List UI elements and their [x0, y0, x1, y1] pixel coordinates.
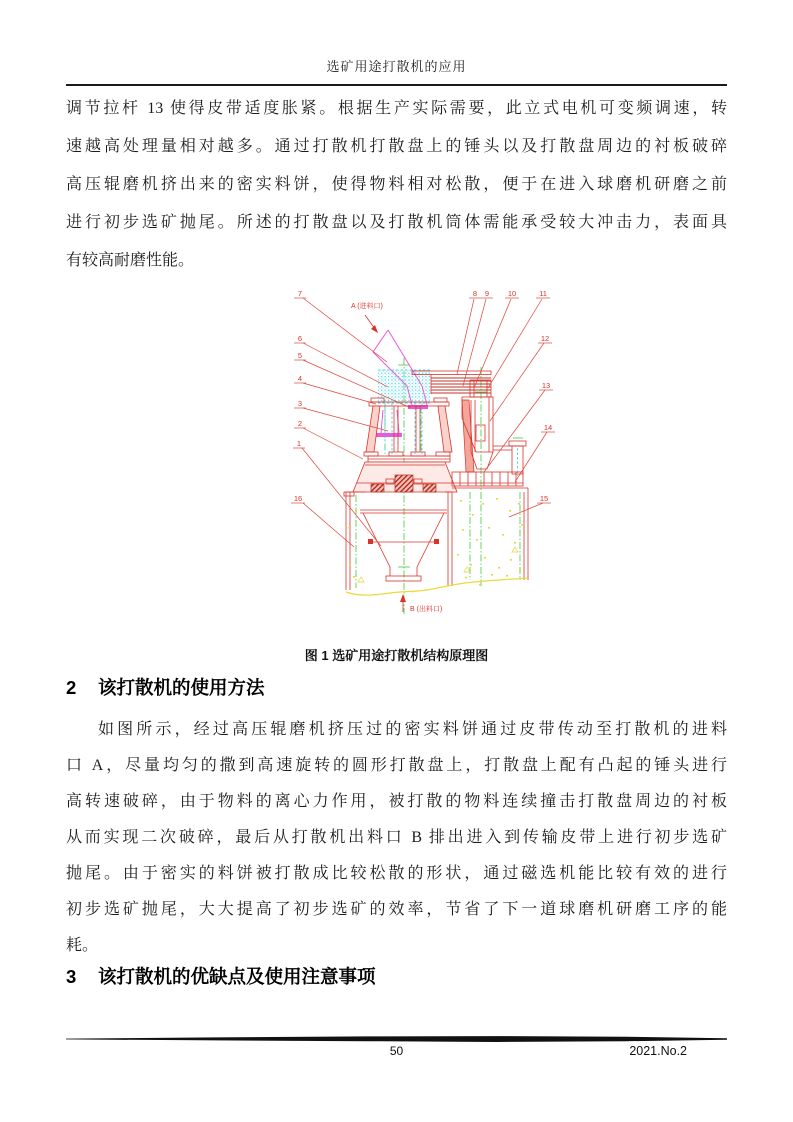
outlet-arrow-icon	[400, 594, 406, 602]
paragraph-line: 从而实现二次破碎，最后从打散机出料口 B 排出进入到传输皮带上进行初步选矿	[66, 829, 727, 846]
paragraph-line: 如图所示，经过高压辊磨机挤压过的密实料饼通过皮带传动至打散机的进料	[98, 721, 727, 738]
figure-caption: 图 1 选矿用途打散机结构原理图	[304, 648, 489, 663]
callout-label: 10	[507, 289, 517, 298]
feed-inlet-marker	[351, 301, 383, 333]
paragraph-line: 调节拉杆 13 使得皮带适度胀紧。根据生产实际需要，此立式电机可变频调速，转	[66, 100, 727, 117]
callout-label: 12	[540, 334, 550, 343]
paragraph-1	[66, 90, 727, 280]
scatter-disc-body	[353, 462, 457, 492]
paragraph-line: 高压辊磨机挤出来的密实料饼，使得物料相对松散，便于在进入球磨机研磨之前	[66, 176, 727, 193]
outlet-label: B (出料口)	[410, 606, 443, 613]
section-number: 3	[66, 966, 77, 987]
section-number: 2	[66, 677, 77, 698]
callout-label: 16	[293, 494, 303, 503]
paragraph-line: 初步选矿抛尾，大大提高了初步选矿的效率，节省了下一道球磨机研磨工序的能	[66, 901, 727, 918]
footer-rule	[66, 1035, 727, 1043]
paragraph-line: 高转速破碎，由于物料的离心力作用，被打散的物料连续撞击打散盘周边的衬板	[66, 793, 727, 810]
section-3-heading	[66, 963, 376, 989]
callout-label: 7	[297, 289, 303, 298]
callout-label: 3	[297, 399, 303, 408]
vertical-motor	[462, 397, 493, 472]
header-rule	[66, 84, 727, 86]
callout-label: 1	[296, 439, 302, 448]
callout-label: 5	[297, 351, 303, 360]
paragraph-2	[66, 712, 727, 964]
ground-break-line	[346, 578, 528, 595]
callout-label: 4	[297, 374, 303, 383]
inlet-label: A (进料口)	[351, 303, 383, 310]
figure-diagram	[265, 270, 605, 630]
callout-label: 15	[539, 494, 549, 503]
callout-label: 13	[541, 381, 551, 390]
callout-label: 8	[472, 289, 478, 298]
tension-bracket	[493, 441, 526, 474]
paragraph-line: 抛尾。由于密实的料饼被打散成比较松散的形状，通过磁选机能比较有效的进行	[66, 865, 727, 882]
mid-flange	[368, 456, 450, 462]
discharge-outlet-marker	[400, 594, 442, 613]
callout-label: 6	[297, 334, 303, 343]
footer-page-number: 50	[389, 1044, 404, 1058]
callout-label: 9	[484, 289, 490, 298]
paragraph-line: 速越高处理量相对越多。通过打散机打散盘上的锤头以及打散盘周边的衬板破碎	[66, 138, 727, 155]
section-title: 该打散机的优缺点及使用注意事项	[98, 966, 376, 987]
discharge-housing	[344, 492, 452, 590]
figure-1	[265, 270, 605, 630]
paragraph-line: 进行初步选矿抛尾。所述的打散盘以及打散机筒体需能承受较大冲击力，表面具	[66, 214, 727, 231]
paragraph-line: 耗。	[66, 937, 99, 954]
footer-issue: 2021.No.2	[629, 1044, 687, 1058]
callout-label: 2	[297, 419, 303, 428]
section-title: 该打散机的使用方法	[98, 677, 265, 698]
callout-label: 11	[539, 289, 547, 298]
inlet-arrow-icon	[371, 325, 378, 333]
paragraph-line: 口 A，尽量均匀的撒到高速旋转的圆形打散盘上，打散盘上配有凸起的锤头进行	[66, 757, 727, 774]
callout-label: 14	[543, 423, 553, 432]
section-2-heading	[66, 674, 265, 700]
running-header: 选矿用途打散机的应用	[326, 59, 467, 74]
paragraph-line: 有较高耐磨性能。	[66, 252, 195, 269]
